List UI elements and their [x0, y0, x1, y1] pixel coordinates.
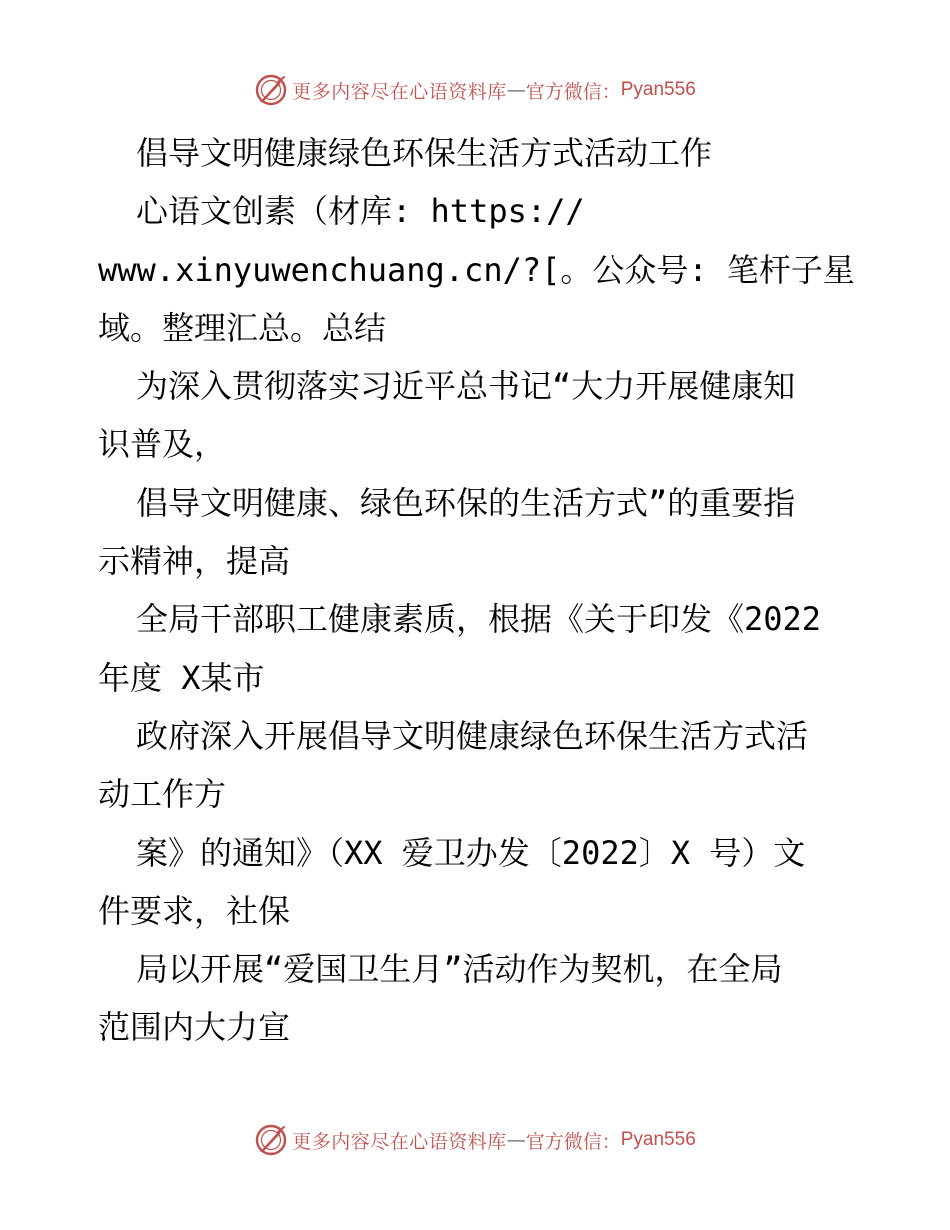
banner-wechat-id: Pyan556	[620, 1129, 696, 1150]
text-line: 心语文创素（材库: https://	[136, 192, 585, 231]
banner-slogan: 更多内容尽在心语资料库	[292, 1130, 507, 1153]
text-line: www.xinyuwenchuang.cn/?[。公众号: 笔杆子星	[98, 250, 855, 289]
text-line: 年度 X某市	[98, 658, 265, 697]
banner-separator: —	[506, 1129, 526, 1151]
footer-banner[interactable]	[0, 1120, 950, 1160]
banner-wechat-id: Pyan556	[620, 79, 696, 100]
text-line: 倡导文明健康、绿色环保的生活方式”的重要指	[136, 483, 796, 522]
quill-pen-logo-icon	[254, 1123, 288, 1157]
banner-contact-label: 官方微信：	[525, 1130, 621, 1153]
text-line: 全局干部职工健康素质，根据《关于印发《2022	[136, 600, 822, 639]
banner-slogan: 更多内容尽在心语资料库	[292, 80, 507, 103]
text-line: 动工作方	[98, 775, 227, 814]
text-line: 示精神，提高	[98, 542, 291, 581]
document-title-line: 倡导文明健康绿色环保生活方式活动工作	[136, 134, 713, 172]
text-line: 案》的通知》（XX 爱卫办发〔2022〕X 号）文	[136, 833, 806, 872]
banner-separator: —	[506, 79, 526, 101]
document-body	[98, 124, 858, 1057]
text-line: 范围内大力宣	[98, 1008, 291, 1047]
text-line: 政府深入开展倡导文明健康绿色环保生活方式活	[136, 716, 809, 755]
text-line: 局以开展“爱国卫生月”活动作为契机，在全局	[136, 950, 783, 989]
header-banner[interactable]	[0, 70, 950, 110]
banner-contact-label: 官方微信：	[525, 80, 621, 103]
text-line: 件要求，社保	[98, 891, 291, 930]
text-line: 域。整理汇总。总结	[98, 308, 387, 347]
text-line: 为深入贯彻落实习近平总书记“大力开展健康知	[136, 367, 796, 406]
quill-pen-logo-icon	[254, 73, 288, 107]
text-line: 识普及，	[98, 425, 227, 464]
